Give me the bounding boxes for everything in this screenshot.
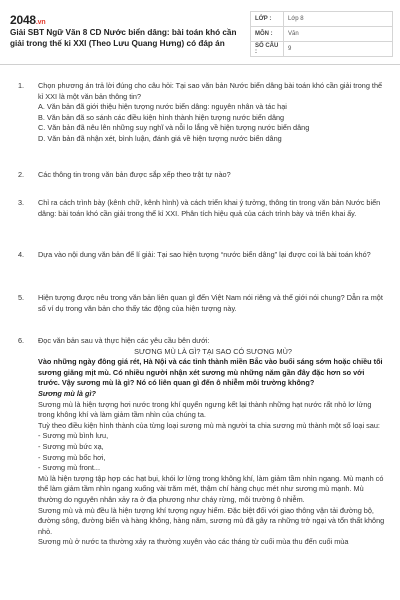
question-body <box>38 198 388 219</box>
site-logo[interactable] <box>10 13 45 27</box>
fog-type-item: - Sương mù bức xạ, <box>38 441 104 451</box>
question-number: 4. <box>18 250 25 259</box>
passage-title: SƯƠNG MÙ LÀ GÌ? TẠI SAO CÓ SƯƠNG MÙ? <box>134 346 292 356</box>
question-number: 5. <box>18 293 25 302</box>
fog-type-item: - Sương mù bốc hơi, <box>38 452 106 462</box>
meta-label: SỐ CÂU : <box>251 42 284 57</box>
page-title: Giải SBT Ngữ Văn 8 CD Nước biển dâng: bài toán khó cần giải trong thế kỉ XXI (Theo Lưu Quang Hưng) có đáp án <box>10 28 237 48</box>
passage-paragraph: Sương mù ở nước ta thường xảy ra thường xuyên vào các tháng từ cuối mùa thu đến cuối mùa <box>38 537 349 547</box>
answer-option-d[interactable]: D. Văn bản đã nhận xét, bình luận, đánh giá về hiện tượng nước biển dâng <box>38 133 282 143</box>
meta-label: LỚP : <box>251 12 284 27</box>
passage-intro: Vào những ngày đông giá rét, Hà Nội và các tỉnh thành miền Bắc vào buổi sáng sớm hoặc chiều tối sương giăng mịt mù. Có nhiều người nhận xét sương mù những năm gần đây đặc hơn so với trước. Vậy sương mù là gì? Nó có liên quan gì đến ô nhiễm môi trường không? <box>38 357 383 388</box>
question-number: 3. <box>18 198 25 207</box>
passage-paragraph: Mù là hiện tượng tập hợp các hạt bụi, khói lơ lửng trong không khí, làm giảm tầm nhìn ngang. Mù mạnh có thể làm giảm tầm nhìn ngang xuống vài trăm mét, thậm chí hàng chục mét như sương mù mạnh. Mù thường do nguyên nhân xảy ra ở địa phương như cháy rừng, môi trường ô nhiễm. <box>38 473 384 504</box>
answer-option-c[interactable]: C. Văn bản đã nêu lên những suy nghĩ và nỗi lo lắng về hiện tượng nước biển dâng <box>38 123 310 133</box>
question-number: 2. <box>18 170 25 179</box>
question-body <box>38 336 388 548</box>
meta-row-class <box>251 12 393 27</box>
passage-subheading: Sương mù là gì? <box>38 388 96 398</box>
question-number: 1. <box>18 81 25 90</box>
page-header <box>0 0 400 62</box>
question-text: Dựa vào nội dung văn bản để lí giải: Tại sao hiện tượng “nước biển dâng” lại được coi là bài toán khó? <box>38 250 371 259</box>
meta-value: Văn <box>284 27 393 42</box>
question-text: Các thông tin trong văn bản được sắp xếp theo trật tự nào? <box>38 170 231 179</box>
logo-text: 2048 <box>10 13 36 27</box>
question-number: 6. <box>18 336 25 345</box>
fog-type-item: - Sương mù front... <box>38 463 100 473</box>
fog-type-item: - Sương mù bình lưu, <box>38 431 109 441</box>
passage-paragraph: Sương mù là hiện tượng hơi nước trong khí quyển ngưng kết lại thành những hạt nước rất nhỏ lơ lửng trong không khí và làm giảm tầm nhìn của chúng ta. <box>38 399 372 420</box>
header-divider <box>0 64 400 65</box>
meta-label: MÔN : <box>251 27 284 42</box>
question-text: Đọc văn bản sau và thực hiện các yêu cầu bên dưới: <box>38 336 210 345</box>
question-text: Chỉ ra cách trình bày (kênh chữ, kênh hình) và cách triển khai ý tưởng, thông tin trong văn bản Nước biển dâng: bài toán khó cần giải trong thế kỉ XXI. Phân tích hiệu quả của cách trình bày và triển khai ấy. <box>38 198 381 218</box>
passage-paragraph: Tuỳ theo điều kiện hình thành của từng loại sương mù mà người ta chia sương mù thành một số loại sau: <box>38 420 380 430</box>
question-text: Hiện tượng được nêu trong văn bản liên quan gì đến Việt Nam nói riêng và thế giới nói chung? Dẫn ra một số ví dụ trong văn bản cho thấy tác động của hiện tượng này. <box>38 293 383 313</box>
meta-value: 9 <box>284 42 393 57</box>
question-body <box>38 81 388 145</box>
answer-option-b[interactable]: B. Văn bản đã so sánh các điều kiện hình thành hiện tượng nước biển dâng <box>38 112 285 122</box>
question-body <box>38 250 388 261</box>
logo-suffix: .vn <box>35 19 46 26</box>
question-body <box>38 170 388 181</box>
passage-paragraph: Sương mù và mù đều là hiện tượng khí tượng nguy hiểm. Đặc biệt đối với giao thông vận tải đường bộ, đường sông, đường biển và hàng không, hàng năm, sương mù đã gây ra những trở ngại và tổn thất không nhỏ. <box>38 505 385 536</box>
answer-option-a[interactable]: A. Văn bản đã giới thiệu hiện tượng nước biển dâng: nguyên nhân và tác hại <box>38 102 287 112</box>
question-body <box>38 293 388 314</box>
meta-table <box>250 11 393 57</box>
question-text: Chọn phương án trả lời đúng cho câu hỏi: Tại sao văn bản Nước biển dâng bài toán khó cần giải trong thế kỉ XXI là một văn bản thông tin? <box>38 81 383 101</box>
meta-row-subject <box>251 27 393 42</box>
meta-row-count <box>251 42 393 57</box>
meta-value: Lớp 8 <box>284 12 393 27</box>
